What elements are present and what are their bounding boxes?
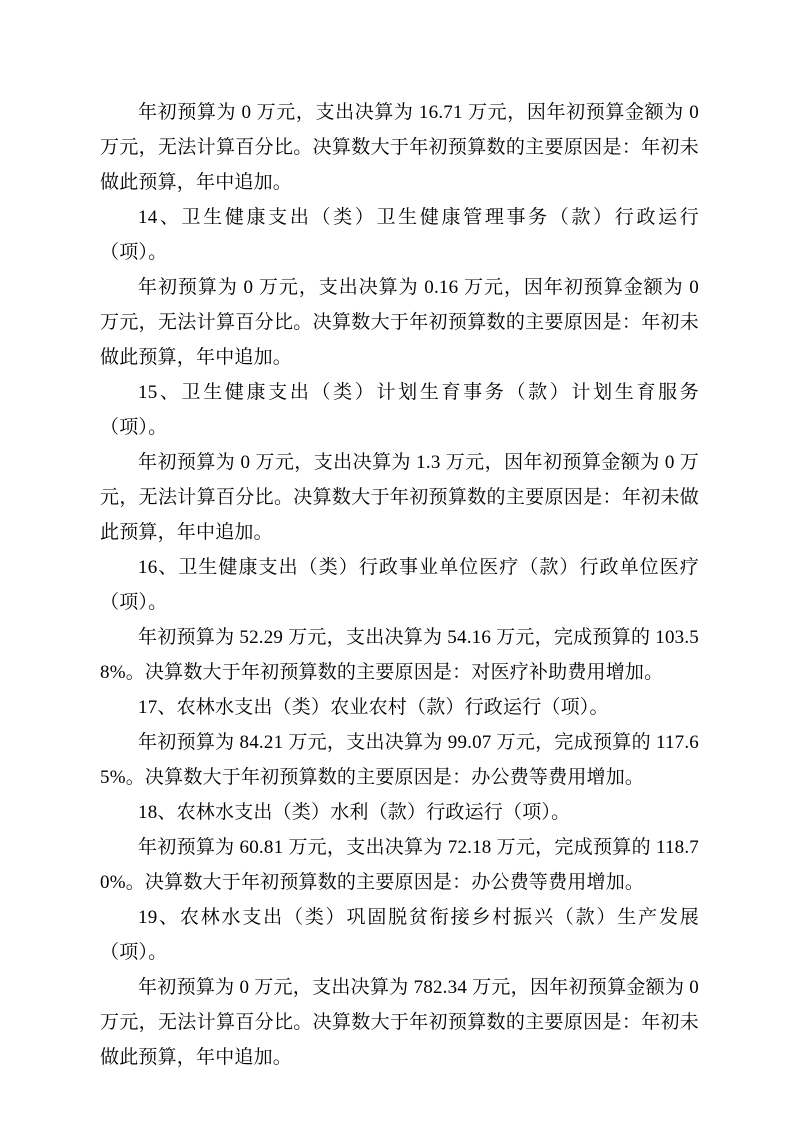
item-19-title-paragraph: 19、农林水支出（类）巩固脱贫衔接乡村振兴（款）生产发展（项）。 bbox=[100, 907, 699, 963]
item-14-detail-paragraph: 年初预算为 0 万元，支出决算为 0.16 万元，因年初预算金额为 0 万元，无法计算百分比。决算数大于年初预算数的主要原因是：年初未做此预算，年中追加。 bbox=[100, 277, 699, 368]
item-13-detail-paragraph: 年初预算为 0 万元，支出决算为 16.71 万元，因年初预算金额为 0 万元，无法计算百分比。决算数大于年初预算数的主要原因是：年初未做此预算，年中追加。 bbox=[100, 102, 699, 193]
item-15-title-paragraph: 15、卫生健康支出（类）计划生育事务（款）计划生育服务（项）。 bbox=[100, 382, 699, 438]
item-17-title-paragraph: 17、农林水支出（类）农业农村（款）行政运行（项）。 bbox=[138, 697, 609, 718]
item-15-detail-paragraph: 年初预算为 0 万元，支出决算为 1.3 万元，因年初预算金额为 0 万元，无法计算百分比。决算数大于年初预算数的主要原因是：年初未做此预算，年中追加。 bbox=[100, 452, 699, 543]
item-18-detail-paragraph: 年初预算为 60.81 万元，支出决算为 72.18 万元，完成预算的 118.70%。决算数大于年初预算数的主要原因是：办公费等费用增加。 bbox=[100, 837, 699, 893]
item-16-detail-paragraph: 年初预算为 52.29 万元，支出决算为 54.16 万元，完成预算的 103.58%。决算数大于年初预算数的主要原因是：对医疗补助费用增加。 bbox=[100, 627, 699, 683]
item-17-detail-paragraph: 年初预算为 84.21 万元，支出决算为 99.07 万元，完成预算的 117.65%。决算数大于年初预算数的主要原因是：办公费等费用增加。 bbox=[100, 732, 699, 788]
item-14-title-paragraph: 14、卫生健康支出（类）卫生健康管理事务（款）行政运行（项）。 bbox=[100, 207, 699, 263]
item-16-title-paragraph: 16、卫生健康支出（类）行政事业单位医疗（款）行政单位医疗（项）。 bbox=[100, 557, 699, 613]
item-19-detail-paragraph: 年初预算为 0 万元，支出决算为 782.34 万元，因年初预算金额为 0 万元，无法计算百分比。决算数大于年初预算数的主要原因是：年初未做此预算，年中追加。 bbox=[100, 977, 699, 1068]
item-18-title-paragraph: 18、农林水支出（类）水利（款）行政运行（项）。 bbox=[138, 802, 571, 823]
